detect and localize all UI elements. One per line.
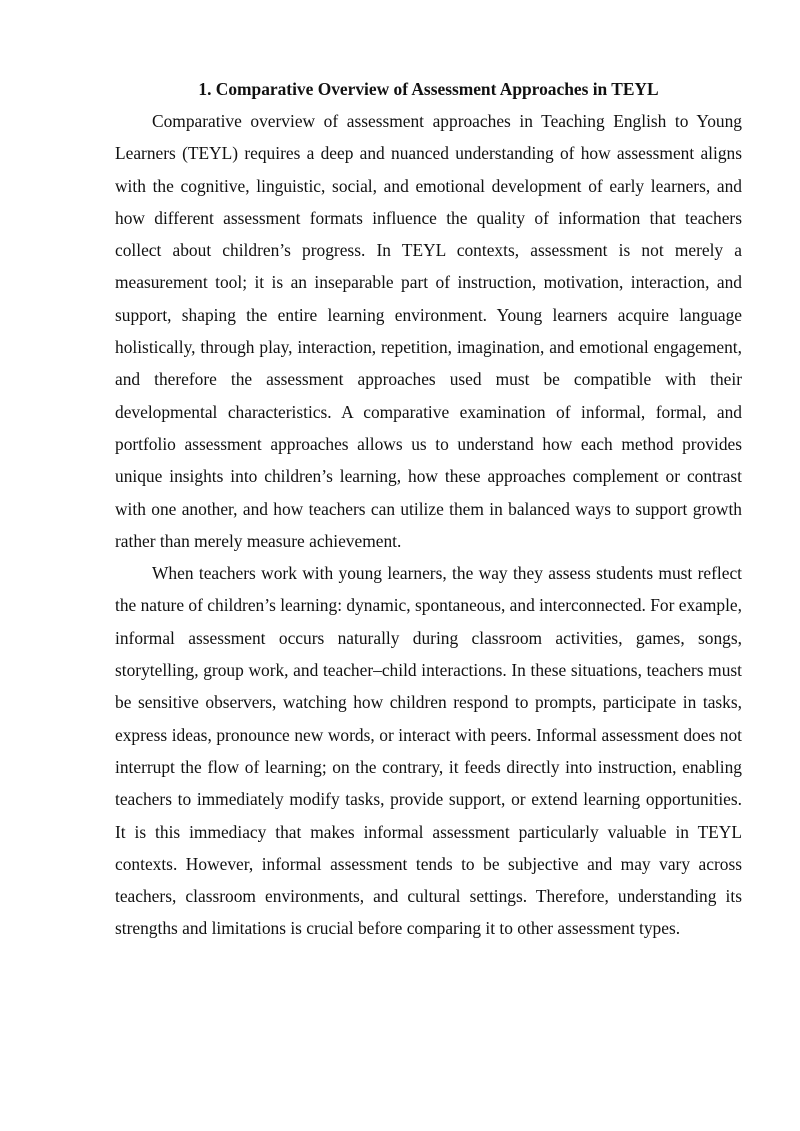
document-body [115, 76, 742, 945]
paragraph-1: Comparative overview of assessment approaches in Teaching English to Young Learners (TEYL) requires a deep and nuanced understanding of how assessment aligns with the cognitive, linguistic, social, and emotional development of early learners, and how different assessment formats influence the quality of information that teachers collect about children’s progress. In TEYL contexts, assessment is not merely a measurement tool; it is an inseparable part of instruction, motivation, interaction, and support, shaping the entire learning environment. Young learners acquire language holistically, through play, interaction, repetition, imagination, and emotional engagement, and therefore the assessment approaches used must be compatible with their developmental characteristics. A comparative examination of informal, formal, and portfolio assessment approaches allows us to understand how each method provides unique insights into children’s learning, how these approaches complement or contrast with one another, and how teachers can utilize them in balanced ways to support growth rather than merely measure achievement. [115, 111, 742, 551]
section-heading: 1. Comparative Overview of Assessment Approaches in TEYL [198, 79, 659, 99]
paragraph-2: When teachers work with young learners, the way they assess students must reflect the nature of children’s learning: dynamic, spontaneous, and interconnected. For example, informal assessment occurs naturally during classroom activities, games, songs, storytelling, group work, and teacher–child interactions. In these situations, teachers must be sensitive observers, watching how children respond to prompts, participate in tasks, express ideas, pronounce new words, or interact with peers. Informal assessment does not interrupt the flow of learning; on the contrary, it feeds directly into instruction, enabling teachers to immediately modify tasks, provide support, or extend learning opportunities. It is this immediacy that makes informal assessment particularly valuable in TEYL contexts. However, informal assessment tends to be subjective and may vary across teachers, classroom environments, and cultural settings. Therefore, understanding its strengths and limitations is crucial before comparing it to other assessment types. [115, 563, 742, 939]
